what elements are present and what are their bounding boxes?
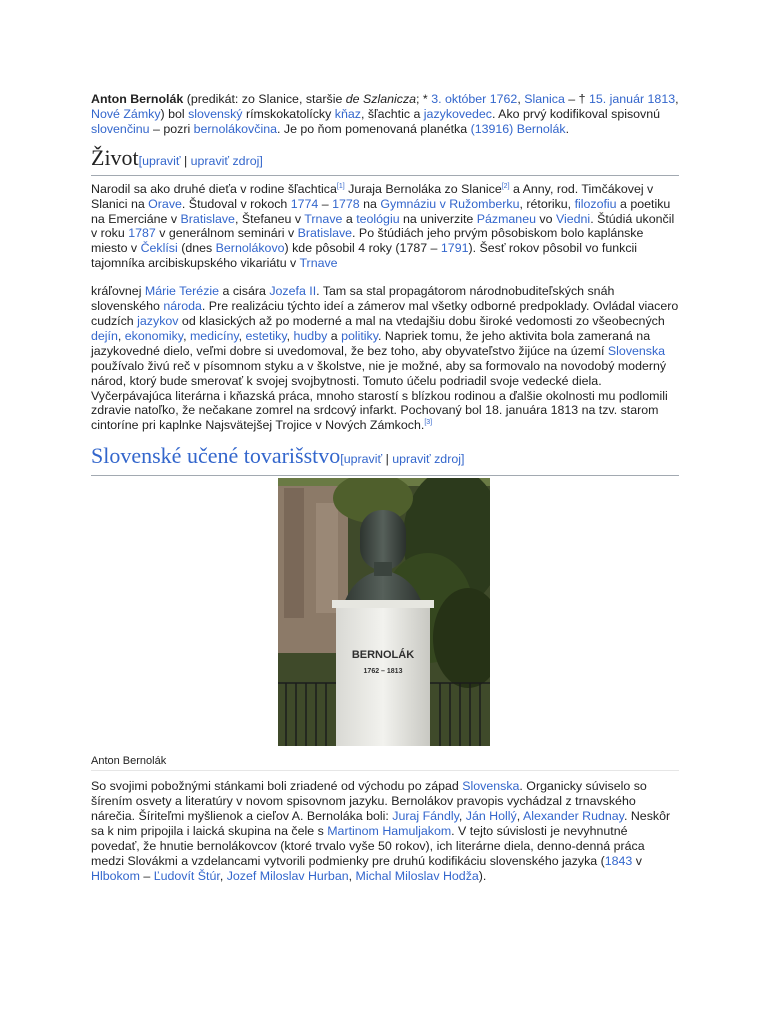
link-juraj-fandly[interactable]: Juraj Fándly bbox=[392, 809, 459, 824]
link-bratislave[interactable]: Bratislave bbox=[180, 211, 235, 226]
link-dejin[interactable]: dejín bbox=[91, 328, 118, 343]
link-pazmaneu[interactable]: Pázmaneu bbox=[476, 211, 536, 226]
link-alexander-rudnay[interactable]: Alexander Rudnay bbox=[522, 809, 624, 824]
link-teologiu[interactable]: teológiu bbox=[356, 211, 400, 226]
link-1774[interactable]: 1774 bbox=[290, 196, 319, 211]
article-content bbox=[91, 92, 679, 884]
link-jozefa-ii[interactable]: Jozefa II bbox=[269, 284, 317, 299]
edit-source-link-tovaristvo[interactable]: upraviť zdroj bbox=[392, 452, 461, 467]
section-title: Život bbox=[91, 144, 139, 170]
link-bernolakovo[interactable]: Bernolákovo bbox=[215, 241, 285, 256]
link-bernolakovcina[interactable]: bernolákovčina bbox=[193, 121, 277, 136]
link-hudby[interactable]: hudby bbox=[293, 328, 328, 343]
reference-3[interactable]: [3] bbox=[424, 419, 433, 427]
link-planetka[interactable]: (13916) Bernolák bbox=[470, 121, 566, 136]
zivot-paragraph-1: Narodil sa ako druhé dieťa v rodine šľachtica[1] Juraja Bernoláka zo Slanice[2] a Anny, rod. Timčákovej v Slanici na Orave. Študoval v rokoch 1774 – 1778 na Gymnáziu v Ružomberku, rétoriku, filozofiu a poetiku na Emerciáne v Bratislave, Štefaneu v Trnave a teológiu na univerzite Pázmaneu vo Viedni. Štúdiá ukončil v roku 1787 v generálnom seminári v Bratislave. Po štúdiách jeho prvým pôsobiskom bolo kaplánske miesto v Čeklísi (dnes Bernolákovo) kde pôsobil 4 roky (1787 – 1791). Šesť rokov pôsobil vo funkcii tajomníka arcibiskupského vikariátu v Trnave bbox=[91, 181, 675, 271]
edit-links-tovaristvo: [upraviť | upraviť zdroj] bbox=[340, 452, 465, 467]
link-slovenska-2[interactable]: Slovenska bbox=[462, 779, 520, 794]
section-heading-zivot bbox=[91, 145, 679, 176]
link-1778[interactable]: 1778 bbox=[332, 196, 360, 211]
section-title-tovaristvo: Slovenské učené tovarišstvo bbox=[91, 443, 341, 469]
reference-1[interactable]: [1] bbox=[336, 182, 345, 190]
link-nove-zamky[interactable]: Nové Zámky bbox=[91, 106, 161, 121]
link-trnave[interactable]: Trnave bbox=[304, 211, 343, 226]
link-hlbokom[interactable]: Hlbokom bbox=[91, 868, 140, 883]
link-slovencinu[interactable]: slovenčinu bbox=[91, 121, 150, 136]
link-marie-terezie[interactable]: Márie Terézie bbox=[144, 284, 220, 299]
link-1787[interactable]: 1787 bbox=[128, 226, 156, 241]
figure-caption: Anton Bernolák bbox=[91, 755, 167, 768]
link-ekonomiky[interactable]: ekonomiky bbox=[124, 328, 184, 343]
edit-links: [upraviť | upraviť zdroj] bbox=[138, 153, 263, 168]
link-martinom-hamuljakom[interactable]: Martinom Hamuljakom bbox=[327, 823, 452, 838]
link-1791[interactable]: 1791 bbox=[440, 241, 469, 256]
plaque-years: 1762 – 1813 bbox=[363, 668, 403, 676]
link-politiky[interactable]: politiky bbox=[341, 328, 379, 343]
bust-photo[interactable] bbox=[278, 478, 490, 746]
link-birth-date[interactable]: 3. október 1762 bbox=[431, 92, 518, 106]
link-slovensky[interactable]: slovenský bbox=[188, 106, 243, 121]
link-ceklisi[interactable]: Čeklísi bbox=[140, 241, 178, 256]
link-orave[interactable]: Orave bbox=[148, 196, 182, 211]
link-ludovit-stur[interactable]: Ľudovít Štúr bbox=[153, 868, 220, 883]
zivot-paragraph-2: kráľovnej Márie Terézie a cisára Jozefa II. Tam sa stal propagátorom národnobuditeľských snáh slovenského národa. Pre realizáciu týchto ideí a zámerov mal všetky odborné predpoklady. Ovládal viacero cudzích jazykov od klasických až po moderné a mal na vtedajšiu dobu široké vedomosti zo všeobecných dejín, ekonomiky, medicíny, estetiky, hudby a politiky. Napriek tomu, že jeho aktivita bola zameraná na jazykovedné dielo, veľmi dobre si uvedomoval, že bez toho, aby obyvateľstvo žijúce na území Slovenska používalo živú reč v písomnom styku a v školstve, nie je možné, aby sa formovalo na novodobý moderný národ, ktorý bude smerovať k svojej svojbytnosti. Tomuto účelu podriadil svoje vedecké diela. Vyčerpávajúca literárna i kňazská práca, mnoho starostí s blízkou rodinou a ďalšie okolnosti mu podlomili zdravie natoľko, že nečakane zomrel na srdcový infarkt. Pochovaný bol 18. januára 1813 na tzv. starom cintoríne pri kaplnke Najsvätejšej Trojice v Nových Zámkoch.[3] bbox=[91, 284, 679, 433]
link-jan-holly[interactable]: Ján Hollý bbox=[465, 809, 517, 824]
link-slovenska[interactable]: Slovenska bbox=[607, 343, 666, 358]
link-filozofiu[interactable]: filozofiu bbox=[574, 196, 617, 211]
figure-bust bbox=[91, 478, 679, 771]
link-trnave-2[interactable]: Trnave bbox=[299, 256, 338, 271]
section-heading-tovaristvo bbox=[91, 442, 679, 476]
edit-link-tovaristvo[interactable]: upraviť bbox=[343, 452, 383, 467]
link-1843[interactable]: 1843 bbox=[604, 853, 633, 868]
link-estetiky[interactable]: estetiky bbox=[245, 328, 287, 343]
subject-name: Anton Bernolák bbox=[91, 92, 184, 106]
link-naroda[interactable]: národa bbox=[163, 299, 202, 314]
intro-paragraph: Anton Bernolák (predikát: zo Slanice, staršie de Szlanicza; * 3. október 1762, Slanica – † 15. január 1813, Nové Zámky) bol slovenský rímskokatolícky kňaz, šľachtic a jazykovedec. Ako prvý kodifikoval spisovnú slovenčinu – pozri bernolákovčina. Je po ňom pomenovaná planétka (13916) Bernolák. bbox=[91, 92, 679, 136]
tovaristvo-paragraph: So svojimi pobožnými stánkami boli zriadené od východu po západ Slovenska. Organicky súviselo so šírením osvety a literatúry v novom spisovnom jazyku. Bernolákov pravopis vychádzal z trnavského nárečia. Šíriteľmi myšlienok a cieľov A. Bernoláka boli: Juraj Fándly, Ján Hollý, Alexander Rudnay. Neskôr sa k nim pripojila i laická skupina na čele s Martinom Hamuljakom. V tejto súvislosti je nevyhnutné povedať, že hnutie bernolákovcov (ktoré trvalo vyše 50 rokov), ich literárne diela, denno-denná práca medzi Slovákmi a vzdelancami vytvorili podmienky pre druhú kodifikáciu slovenského jazyka (1843 v Hlbokom – Ľudovít Štúr, Jozef Miloslav Hurban, Michal Miloslav Hodža). bbox=[91, 779, 671, 883]
edit-link[interactable]: upraviť bbox=[142, 153, 181, 168]
link-slanica[interactable]: Slanica bbox=[524, 92, 565, 106]
link-bratislave-2[interactable]: Bratislave bbox=[297, 226, 353, 241]
plaque-name: BERNOLÁK bbox=[351, 649, 415, 662]
link-death-date[interactable]: 15. január 1813 bbox=[588, 92, 676, 106]
link-michal-miloslav-hodza[interactable]: Michal Miloslav Hodža bbox=[355, 868, 479, 883]
reference-2[interactable]: [2] bbox=[501, 182, 510, 190]
link-viedni[interactable]: Viedni bbox=[555, 211, 591, 226]
link-jazykovedec[interactable]: jazykovedec bbox=[423, 106, 492, 121]
link-jazykov[interactable]: jazykov bbox=[137, 313, 179, 328]
link-mediciny[interactable]: medicíny bbox=[189, 328, 239, 343]
link-knaz[interactable]: kňaz bbox=[334, 106, 361, 121]
link-gymnazium[interactable]: Gymnáziu v Ružomberku bbox=[380, 196, 520, 211]
link-jozef-miloslav-hurban[interactable]: Jozef Miloslav Hurban bbox=[226, 868, 349, 883]
edit-source-link[interactable]: upraviť zdroj bbox=[190, 153, 260, 168]
